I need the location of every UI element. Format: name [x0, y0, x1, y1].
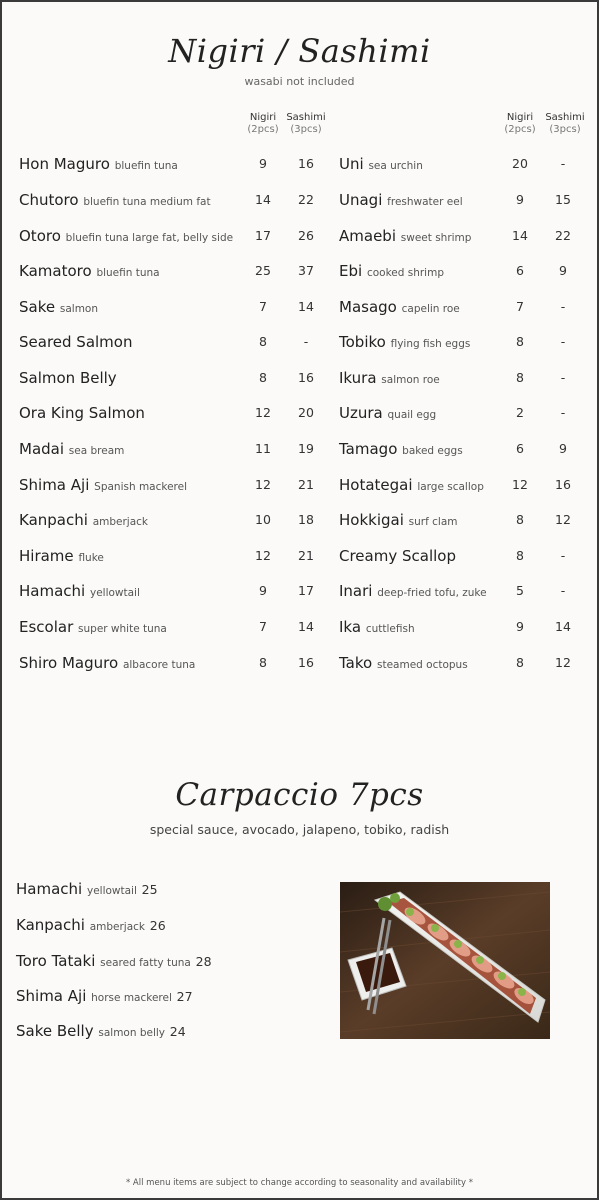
menu-item-row — [19, 547, 329, 569]
menu-item-row — [339, 547, 589, 569]
item-name: Ora King Salmon — [19, 404, 145, 422]
item-description: seared fatty tuna — [100, 957, 191, 969]
item-description: freshwater eel — [387, 196, 463, 208]
nigiri-price: 9 — [516, 192, 524, 207]
menu-item-row — [19, 511, 329, 533]
item-name: Ika cuttlefish — [339, 618, 415, 636]
item-name: Toro Tataki — [16, 952, 96, 970]
sashimi-price: - — [560, 583, 566, 598]
menu-item-row — [19, 404, 329, 426]
item-description: fluke — [78, 552, 104, 564]
sashimi-price: 18 — [298, 512, 314, 527]
nigiri-price: 8 — [259, 655, 267, 670]
nigiri-price: 8 — [516, 370, 524, 385]
item-description: salmon roe — [381, 374, 440, 386]
carpaccio-item — [16, 880, 158, 898]
item-name: Kamatoro bluefin tuna — [19, 262, 160, 280]
nigiri-price: 12 — [255, 477, 271, 492]
item-description: capelin roe — [401, 303, 460, 315]
sashimi-price: 21 — [298, 548, 314, 563]
sashimi-price: 26 — [298, 228, 314, 243]
item-name: Hirame fluke — [19, 547, 104, 565]
item-name: Ebi cooked shrimp — [339, 262, 444, 280]
sashimi-price: 22 — [298, 192, 314, 207]
item-name: Shiro Maguro albacore tuna — [19, 654, 196, 672]
item-name: Tamago baked eggs — [339, 440, 463, 458]
right-sashimi-column-header — [542, 112, 588, 136]
item-description: albacore tuna — [122, 659, 196, 671]
menu-item-row — [19, 476, 329, 498]
sashimi-price: - — [560, 156, 566, 171]
column-header-label: Sashimi — [545, 112, 585, 123]
sashimi-price: 37 — [298, 263, 314, 278]
item-description: super white tuna — [78, 623, 167, 635]
item-name: Hon Maguro bluefin tuna — [19, 155, 178, 173]
sashimi-price: 9 — [559, 441, 567, 456]
item-name: Tobiko flying fish eggs — [339, 333, 471, 351]
nigiri-price: 8 — [259, 334, 267, 349]
nigiri-price: 8 — [516, 512, 524, 527]
sashimi-price: 15 — [555, 192, 571, 207]
carpaccio-subtitle: special sauce, avocado, jalapeno, tobiko, radish — [149, 822, 450, 837]
item-description: salmon — [59, 303, 99, 315]
nigiri-price: 8 — [259, 370, 267, 385]
item-description: Spanish mackerel — [94, 481, 188, 493]
item-description: sweet shrimp — [400, 232, 472, 244]
sashimi-price: - — [560, 548, 566, 563]
nigiri-price: 12 — [512, 477, 528, 492]
sashimi-price: 20 — [298, 405, 314, 420]
sashimi-price: 16 — [555, 477, 571, 492]
menu-item-row — [19, 440, 329, 462]
sashimi-price: 16 — [298, 156, 314, 171]
item-name: Sake salmon — [19, 298, 99, 316]
sashimi-price: - — [560, 299, 566, 314]
item-name: Kanpachi amberjack — [19, 511, 148, 529]
menu-item-row — [339, 262, 589, 284]
nigiri-price: 6 — [516, 441, 524, 456]
item-description: steamed octopus — [376, 659, 468, 671]
item-description: baked eggs — [402, 445, 463, 457]
item-name: Hotategai large scallop — [339, 476, 484, 494]
item-description: salmon belly — [98, 1027, 166, 1039]
nigiri-price: 7 — [259, 299, 267, 314]
item-description: cuttlefish — [365, 623, 415, 635]
item-description: yellowtail — [86, 885, 137, 897]
item-description: deep-fried tofu, zuke — [377, 587, 487, 599]
sashimi-price: 22 — [555, 228, 571, 243]
nigiri-price: 17 — [255, 228, 271, 243]
menu-item-row — [19, 191, 329, 213]
item-description: bluefin tuna medium fat — [83, 196, 211, 208]
sashimi-price: 12 — [555, 655, 571, 670]
nigiri-price: 9 — [259, 583, 267, 598]
sashimi-price: - — [560, 405, 566, 420]
item-price: 28 — [195, 954, 212, 969]
sashimi-price: - — [560, 370, 566, 385]
item-description: amberjack — [89, 921, 145, 933]
menu-item-row — [19, 618, 329, 640]
menu-item-row — [339, 227, 589, 249]
menu-item-row — [339, 476, 589, 498]
item-description: flying fish eggs — [390, 338, 471, 350]
sashimi-price: 9 — [559, 263, 567, 278]
item-name: Hamachi — [16, 880, 83, 898]
column-header-pieces: (3pcs) — [290, 124, 322, 135]
item-name: Unagi freshwater eel — [339, 191, 463, 209]
nigiri-price: 12 — [255, 405, 271, 420]
sashimi-price: 17 — [298, 583, 314, 598]
menu-item-row — [339, 191, 589, 213]
nigiri-sashimi-title: Nigiri / Sashimi — [168, 32, 431, 70]
column-header-pieces: (2pcs) — [247, 124, 279, 135]
item-name: Amaebi sweet shrimp — [339, 227, 472, 245]
item-description: horse mackerel — [91, 992, 172, 1004]
right-nigiri-column-header — [497, 112, 543, 136]
item-name: Hokkigai surf clam — [339, 511, 458, 529]
carpaccio-title: Carpaccio 7pcs — [175, 777, 424, 813]
item-name: Salmon Belly — [19, 369, 117, 387]
nigiri-price: 5 — [516, 583, 524, 598]
menu-item-row — [19, 654, 329, 676]
item-name: Sake Belly — [16, 1022, 94, 1040]
column-header-pieces: (3pcs) — [549, 124, 581, 135]
column-header-label: Nigiri — [506, 112, 534, 123]
item-name: Otoro bluefin tuna large fat, belly side — [19, 227, 234, 245]
menu-item-row — [339, 298, 589, 320]
item-description: cooked shrimp — [366, 267, 444, 279]
sashimi-price: 14 — [298, 619, 314, 634]
item-price: 24 — [169, 1024, 186, 1039]
menu-item-row — [339, 333, 589, 355]
column-header-label: Sashimi — [286, 112, 326, 123]
sashimi-price: 12 — [555, 512, 571, 527]
sashimi-price: 14 — [298, 299, 314, 314]
item-price: 26 — [149, 918, 166, 933]
menu-item-row — [19, 333, 329, 355]
menu-item-row — [19, 298, 329, 320]
item-name: Shima Aji Spanish mackerel — [19, 476, 188, 494]
nigiri-price: 9 — [259, 156, 267, 171]
item-name: Escolar super white tuna — [19, 618, 167, 636]
carpaccio-item — [16, 1022, 186, 1040]
nigiri-price: 7 — [516, 299, 524, 314]
item-description: sea urchin — [368, 160, 423, 172]
nigiri-price: 9 — [516, 619, 524, 634]
carpaccio-item — [16, 916, 166, 934]
nigiri-price: 25 — [255, 263, 271, 278]
item-description: bluefin tuna large fat, belly side — [65, 232, 234, 244]
item-name: Shima Aji — [16, 987, 87, 1005]
carpaccio-item — [16, 952, 212, 970]
nigiri-price: 20 — [512, 156, 528, 171]
nigiri-price: 14 — [512, 228, 528, 243]
sashimi-price: 16 — [298, 370, 314, 385]
menu-item-row — [339, 582, 589, 604]
sashimi-price: 19 — [298, 441, 314, 456]
menu-item-row — [339, 440, 589, 462]
carpaccio-item — [16, 987, 193, 1005]
column-header-label: Nigiri — [249, 112, 277, 123]
item-price: 27 — [176, 989, 193, 1004]
nigiri-price: 11 — [255, 441, 271, 456]
menu-item-row — [19, 155, 329, 177]
sashimi-price: 21 — [298, 477, 314, 492]
left-sashimi-column-header — [283, 112, 329, 136]
nigiri-price: 14 — [255, 192, 271, 207]
nigiri-price: 8 — [516, 548, 524, 563]
item-description: quail egg — [387, 409, 437, 421]
menu-item-row — [339, 369, 589, 391]
item-name: Kanpachi — [16, 916, 85, 934]
nigiri-price: 6 — [516, 263, 524, 278]
menu-item-row — [19, 369, 329, 391]
sashimi-price: - — [560, 334, 566, 349]
menu-item-row — [339, 155, 589, 177]
nigiri-price: 8 — [516, 655, 524, 670]
left-nigiri-column-header — [240, 112, 286, 136]
item-name: Hamachi yellowtail — [19, 582, 140, 600]
item-description: sea bream — [68, 445, 125, 457]
carpaccio-photo — [340, 882, 550, 1039]
nigiri-price: 2 — [516, 405, 524, 420]
item-name: Tako steamed octopus — [339, 654, 468, 672]
menu-item-row — [339, 618, 589, 640]
sashimi-price: 14 — [555, 619, 571, 634]
nigiri-sashimi-subtitle: wasabi not included — [244, 75, 355, 88]
item-name: Chutoro bluefin tuna medium fat — [19, 191, 211, 209]
item-name: Ikura salmon roe — [339, 369, 440, 387]
item-name: Inari deep-fried tofu, zuke — [339, 582, 487, 600]
nigiri-price: 10 — [255, 512, 271, 527]
item-name: Uzura quail egg — [339, 404, 437, 422]
item-name: Madai sea bream — [19, 440, 125, 458]
carpaccio-plate-illustration — [340, 882, 550, 1039]
item-description: bluefin tuna — [114, 160, 178, 172]
menu-item-row — [19, 582, 329, 604]
item-name: Uni sea urchin — [339, 155, 423, 173]
nigiri-price: 7 — [259, 619, 267, 634]
nigiri-price: 12 — [255, 548, 271, 563]
menu-item-row — [19, 262, 329, 284]
menu-item-row — [339, 511, 589, 533]
sashimi-price: 16 — [298, 655, 314, 670]
column-header-pieces: (2pcs) — [504, 124, 536, 135]
menu-item-row — [19, 227, 329, 249]
item-name: Creamy Scallop — [339, 547, 456, 565]
availability-footnote: * All menu items are subject to change according to seasonality and availability * — [125, 1178, 473, 1188]
nigiri-price: 8 — [516, 334, 524, 349]
item-description: surf clam — [408, 516, 458, 528]
item-description: amberjack — [92, 516, 148, 528]
item-price: 25 — [141, 882, 158, 897]
item-description: bluefin tuna — [96, 267, 160, 279]
item-description: large scallop — [417, 481, 484, 493]
item-name: Seared Salmon — [19, 333, 133, 351]
sashimi-price: - — [303, 334, 309, 349]
item-name: Masago capelin roe — [339, 298, 460, 316]
menu-item-row — [339, 404, 589, 426]
menu-item-row — [339, 654, 589, 676]
item-description: yellowtail — [89, 587, 140, 599]
